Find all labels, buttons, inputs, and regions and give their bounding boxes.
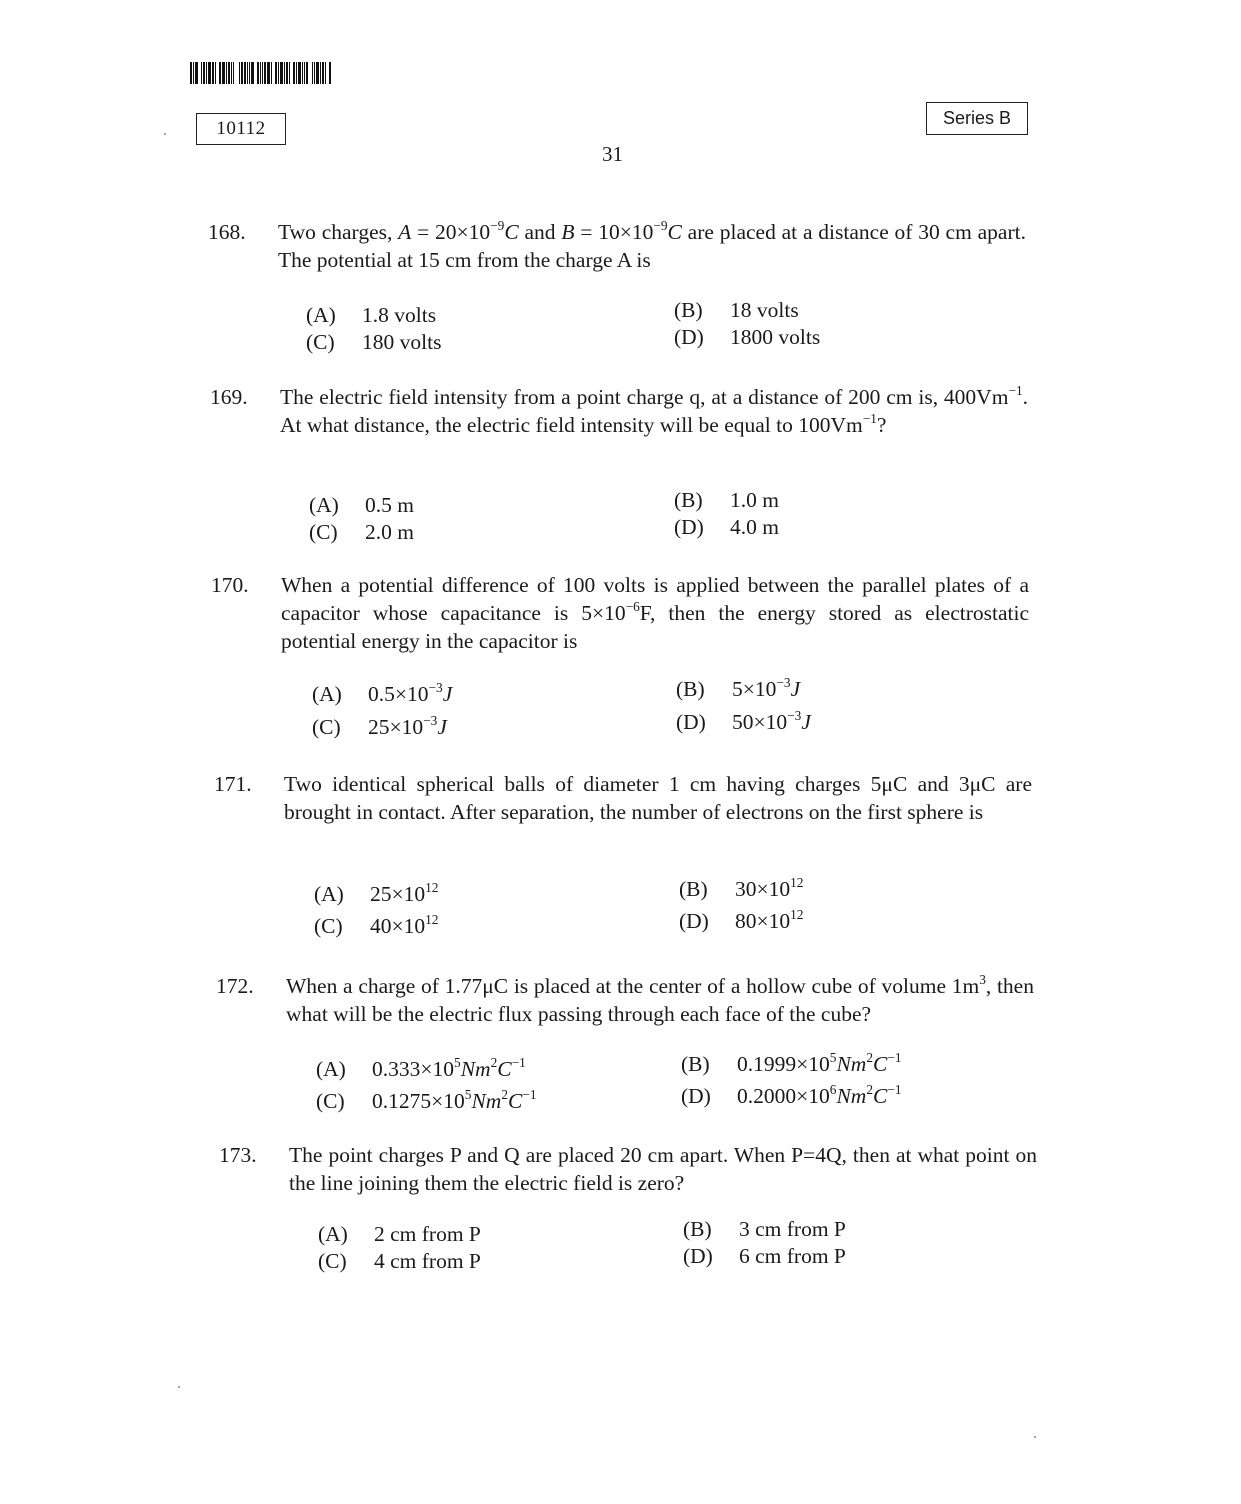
barcode-bar xyxy=(280,62,283,84)
question-number: 171. xyxy=(214,772,252,796)
barcode-bar xyxy=(316,62,319,84)
barcode-bar xyxy=(309,62,311,84)
barcode-bar xyxy=(249,62,250,84)
option-b: (B) 1.0 m xyxy=(674,488,779,512)
option-c: (C) 180 volts xyxy=(306,330,442,354)
option-c: (C) 2.0 m xyxy=(309,520,414,544)
scan-speck xyxy=(1034,1436,1036,1438)
option-d: (D) 4.0 m xyxy=(674,515,779,539)
scan-speck xyxy=(164,133,166,135)
barcode-bar xyxy=(271,62,272,84)
barcode-bar xyxy=(199,62,200,84)
barcode-bar xyxy=(264,62,266,84)
barcode-bar xyxy=(233,62,234,84)
option-b: (B) $0.1999\times 10^5Nm^2C^{-1}$ xyxy=(681,1049,902,1076)
option-a: (A) 0.5 m xyxy=(309,493,414,517)
barcode-bar xyxy=(262,62,263,84)
question-text: The point charges P and Q are placed 20 cm apart. When P=4Q, then at what point on the line joining them the electric field is zero? xyxy=(289,1143,1037,1195)
barcode-bar xyxy=(293,62,295,84)
option-d: (D) $80\times 10^{12}$ xyxy=(679,906,804,933)
option-a: (A) 1.8 volts xyxy=(306,303,437,327)
question-number: 170. xyxy=(211,573,249,597)
question-text: When a charge of 1.77μC is placed at the center of a hollow cube of volume $1m^3$, then what will be the electric flux passing through each face of the cube? xyxy=(286,971,1034,1026)
barcode-bar xyxy=(284,62,285,84)
barcode-bar xyxy=(314,62,315,84)
barcode-bar xyxy=(278,62,279,84)
option-b: (B) $5\times 10^{-3}J$ xyxy=(676,674,801,701)
barcode-bar xyxy=(222,62,225,84)
question-number: 169. xyxy=(210,385,248,409)
barcode-bar xyxy=(190,62,192,84)
option-d: (D) 1800 volts xyxy=(674,325,821,349)
booklet-code-box xyxy=(196,113,286,145)
barcode-bar xyxy=(226,62,227,84)
option-c: (C) $40\times 10^{12}$ xyxy=(314,911,439,938)
barcode-bar xyxy=(286,62,288,84)
barcode-bar xyxy=(320,62,321,84)
option-d: (D) $0.2000\times 10^6Nm^2C^{-1}$ xyxy=(681,1081,902,1108)
question-text: Two charges, $A = 20\times 10^{-9}C$ and $B = 10\times 10^{-9}C$ are placed at a distance of 30 cm apart. The potential at 15 cm from the charge A is xyxy=(278,217,1026,272)
option-a: (A) $25\times 10^{12}$ xyxy=(314,879,439,906)
barcode-bar xyxy=(228,62,230,84)
barcode-bar xyxy=(215,62,216,84)
barcode-bar xyxy=(251,62,254,84)
barcode-bar xyxy=(212,62,214,84)
barcode-bar xyxy=(244,62,246,84)
question-number: 172. xyxy=(216,974,254,998)
option-b: (B) $30\times 10^{12}$ xyxy=(679,874,804,901)
question-text: The electric field intensity from a point charge q, at a distance of 200 cm is, $400Vm^{-1}$. At what distance, the electric field intensity will be equal to $100Vm^{-1}$? xyxy=(280,382,1028,437)
barcode-bar xyxy=(247,62,248,84)
barcode-bar xyxy=(329,62,331,84)
barcode-bar xyxy=(239,62,240,84)
barcode-bar xyxy=(201,62,202,84)
option-c: (C) 4 cm from P xyxy=(318,1249,481,1273)
page-number: 31 xyxy=(602,142,623,166)
option-b: (B) 18 volts xyxy=(674,298,799,322)
barcode-bar xyxy=(219,62,221,84)
series-label: Series B xyxy=(942,108,1012,128)
barcode xyxy=(190,62,370,84)
barcode-bar xyxy=(325,62,326,84)
barcode-bar xyxy=(296,62,297,84)
barcode-bar xyxy=(235,62,238,84)
question-number: 168. xyxy=(208,220,246,244)
barcode-bar xyxy=(231,62,232,84)
series-box xyxy=(926,102,1028,135)
scan-speck xyxy=(178,1386,180,1388)
question-text: When a potential difference of 100 volts is applied between the parallel plates of a capacitor whose capacitance is $5\times 10^{-6}F$, then the energy stored as electrostatic potential energy in the capacitor is xyxy=(281,573,1029,653)
barcode-bar xyxy=(273,62,274,84)
barcode-bar xyxy=(289,62,290,84)
barcode-bar xyxy=(267,62,270,84)
option-c: (C) $25\times 10^{-3}J$ xyxy=(312,712,447,739)
barcode-bar xyxy=(241,62,243,84)
barcode-bar xyxy=(257,62,259,84)
barcode-bar xyxy=(255,62,256,84)
barcode-bar xyxy=(298,62,301,84)
barcode-bar xyxy=(302,62,303,84)
barcode-bar xyxy=(327,62,328,84)
option-d: (D) 6 cm from P xyxy=(683,1244,846,1268)
barcode-bar xyxy=(206,62,207,84)
option-c: (C) $0.1275\times 10^5Nm^2C^{-1}$ xyxy=(316,1086,537,1113)
barcode-bar xyxy=(195,62,198,84)
option-a: (A) $0.333\times 10^5Nm^2C^{-1}$ xyxy=(316,1054,526,1081)
barcode-bar xyxy=(208,62,211,84)
question-number: 173. xyxy=(219,1143,257,1167)
barcode-bar xyxy=(291,62,292,84)
barcode-bar xyxy=(304,62,305,84)
option-a: (A) 2 cm from P xyxy=(318,1222,481,1246)
barcode-bar xyxy=(193,62,194,84)
question-text: Two identical spherical balls of diameter 1 cm having charges 5μC and 3μC are brought in contact. After separation, the number of electrons on the first sphere is xyxy=(284,772,1032,824)
barcode-bar xyxy=(322,62,324,84)
option-d: (D) $50\times 10^{-3}J$ xyxy=(676,707,811,734)
option-a: (A) $0.5\times 10^{-3}J$ xyxy=(312,679,453,706)
barcode-bar xyxy=(275,62,277,84)
barcode-bar xyxy=(217,62,218,84)
booklet-code: 10112 xyxy=(216,118,266,139)
barcode-bar xyxy=(306,62,308,84)
barcode-bar xyxy=(260,62,261,84)
barcode-bar xyxy=(203,62,205,84)
option-b: (B) 3 cm from P xyxy=(683,1217,846,1241)
barcode-bar xyxy=(312,62,313,84)
